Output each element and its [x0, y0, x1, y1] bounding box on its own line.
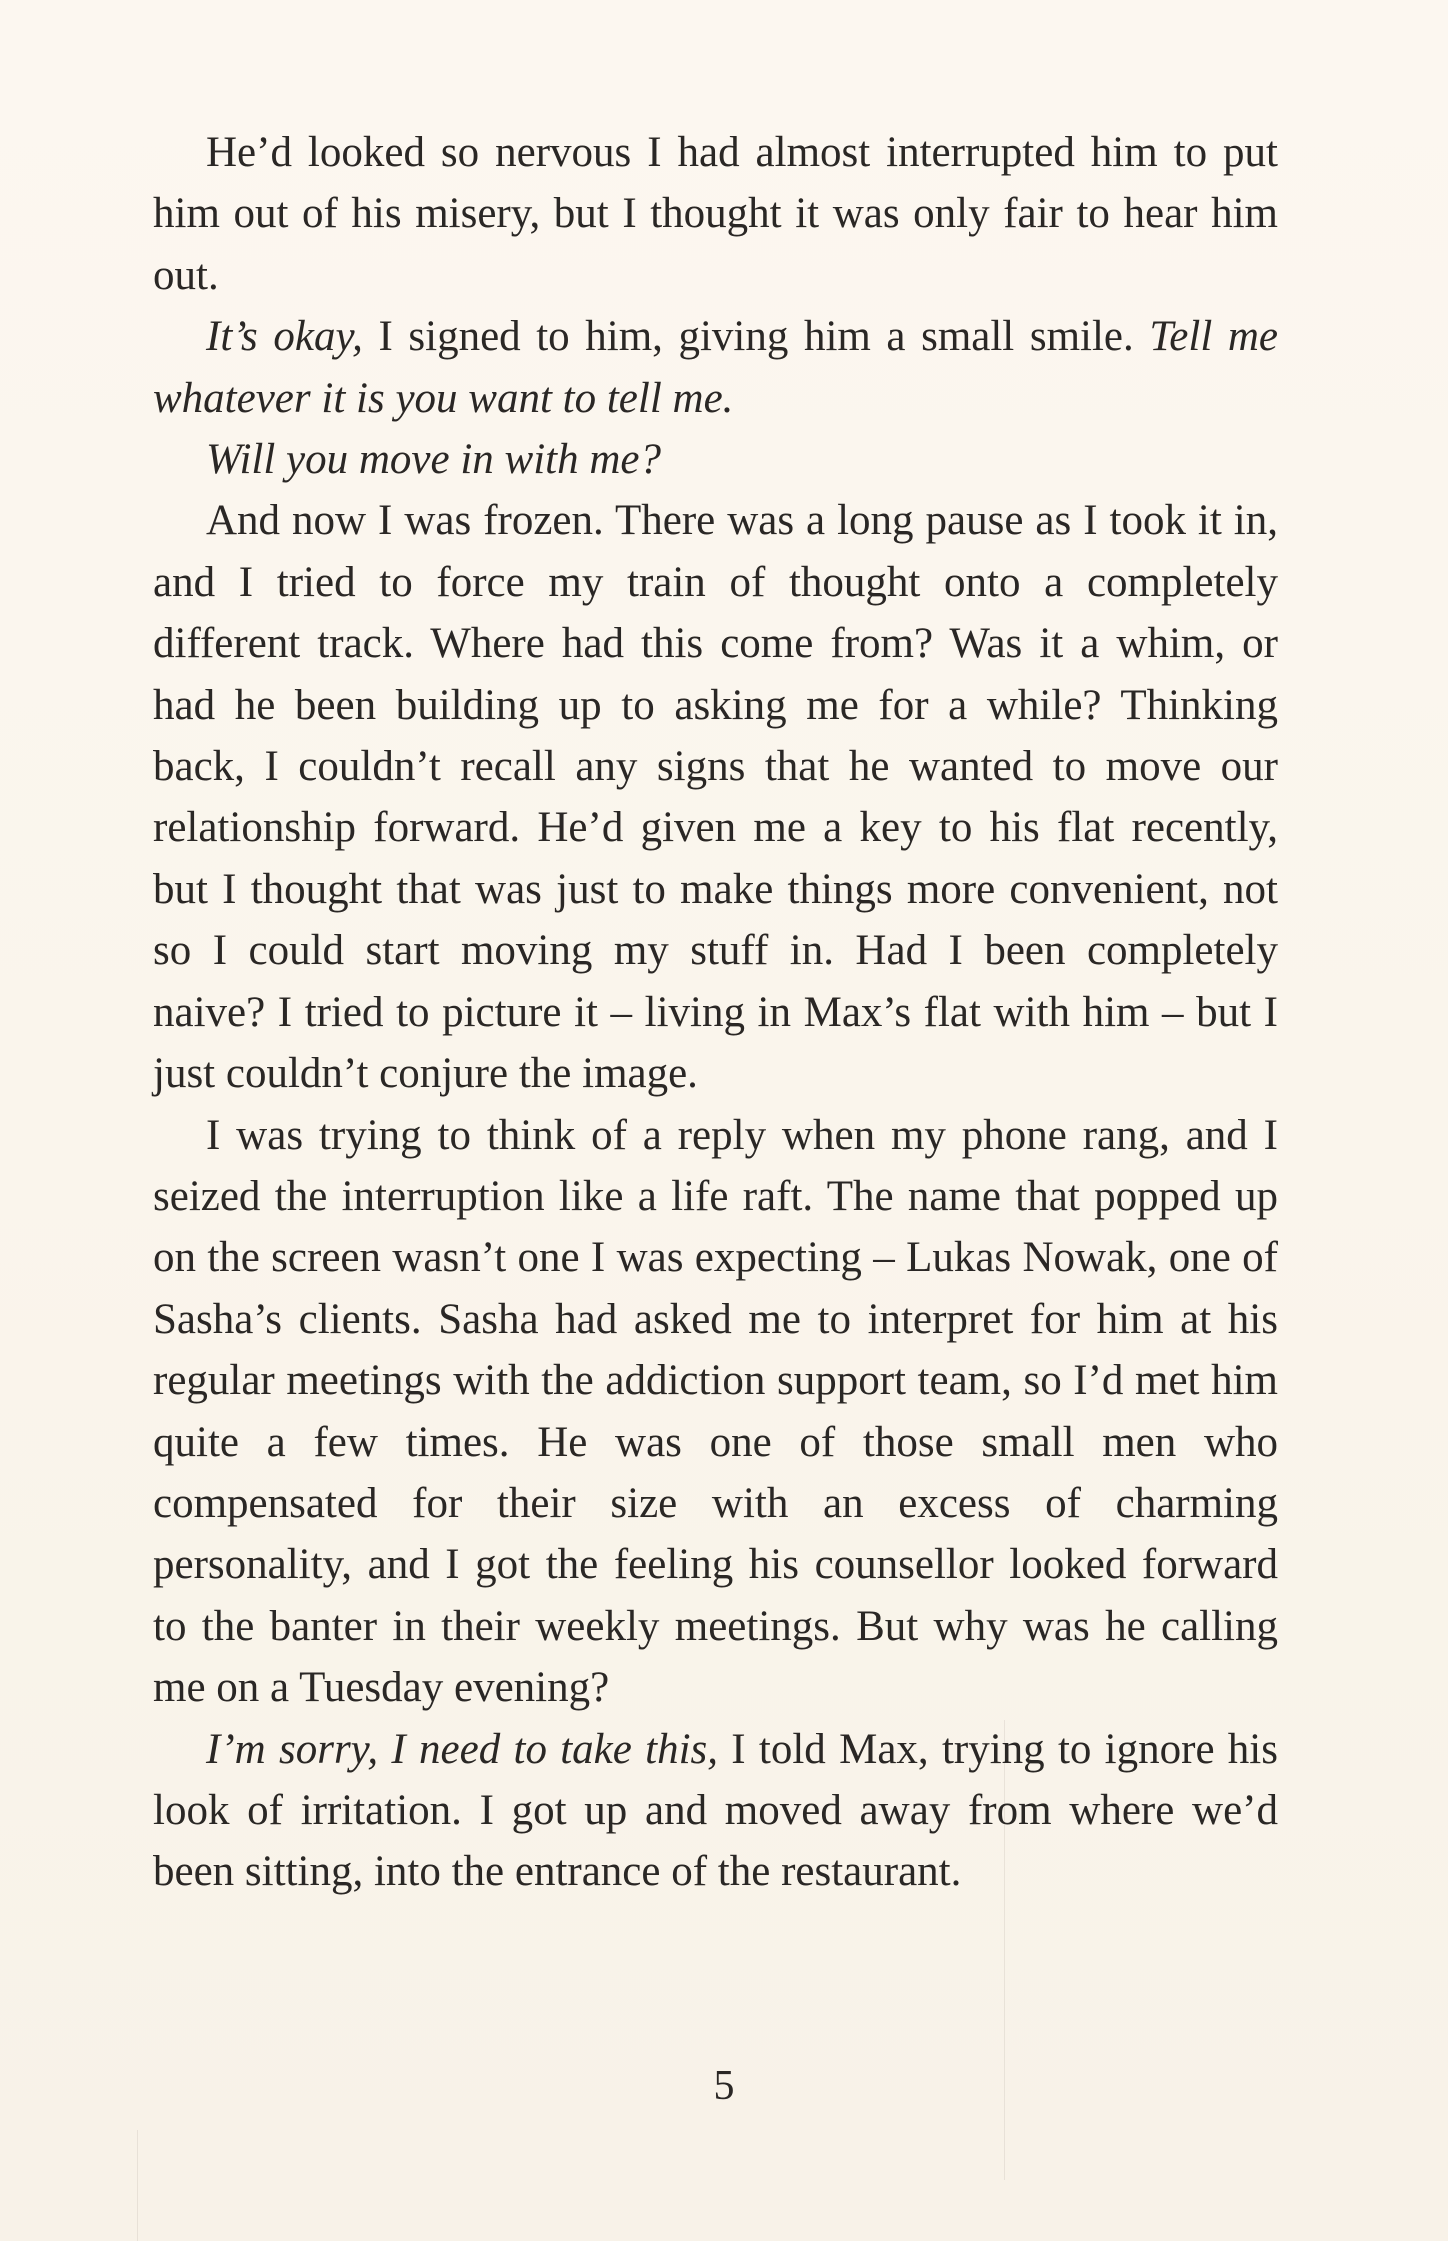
text-run: I told Max, trying to ignore his look of irritation. I got up and moved away from where we’d been sitting, into the entrance of the restaurant.	[153, 1725, 1278, 1896]
text-run: I was trying to think of a reply when my phone rang, and I seized the interruption like a life raft. The name that popped up on the screen wasn’t one I was expecting – Lukas Nowak, one of Sasha’s clients. Sasha had asked me to interpret for him at his regular meetings with the addiction support team, so I’d met him quite a few times. He was one of those small men who compensated for their size with an excess of charming personality, and I got the feeling his counsellor looked forward to the banter in their weekly meetings. But why was he calling me on a Tuesday evening?	[153, 1111, 1278, 1712]
italic-text-run: I’m sorry, I need to take this,	[206, 1725, 719, 1773]
text-run: He’d looked so nervous I had almost interrupted him to put him out of his misery, but I thought it was only fair to hear him out.	[153, 129, 1278, 299]
text-run: I signed to him, giving him a small smile.	[362, 313, 1150, 361]
paragraph	[153, 1719, 1278, 1903]
text-run: And now I was frozen. There was a long pause as I took it in, and I tried to force my train of thought onto a completely different track. Where had this come from? Was it a whim, or had he been building up to asking me for a while? Thinking back, I couldn’t recall any signs that he wanted to move our relationship forward. He’d given me a key to his flat recently, but I thought that was just to make things more convenient, not so I could start moving my stuff in. Had I been completely naive? I tried to picture it – living in Max’s flat with him – but I just couldn’t conjure the image.	[153, 497, 1278, 1098]
page-crease-line	[137, 2130, 138, 2241]
page-number: 5	[713, 2063, 735, 2109]
paragraph	[153, 429, 1278, 490]
paragraph	[153, 306, 1278, 429]
body-text	[153, 122, 1278, 1903]
italic-text-run: Tell me whatever it is you want to tell me.	[153, 313, 1278, 422]
paragraph	[153, 1105, 1278, 1719]
italic-text-run: Will you move in with me?	[206, 436, 662, 484]
paragraph	[153, 122, 1278, 306]
paragraph	[153, 490, 1278, 1104]
italic-text-run: It’s okay,	[206, 313, 363, 361]
